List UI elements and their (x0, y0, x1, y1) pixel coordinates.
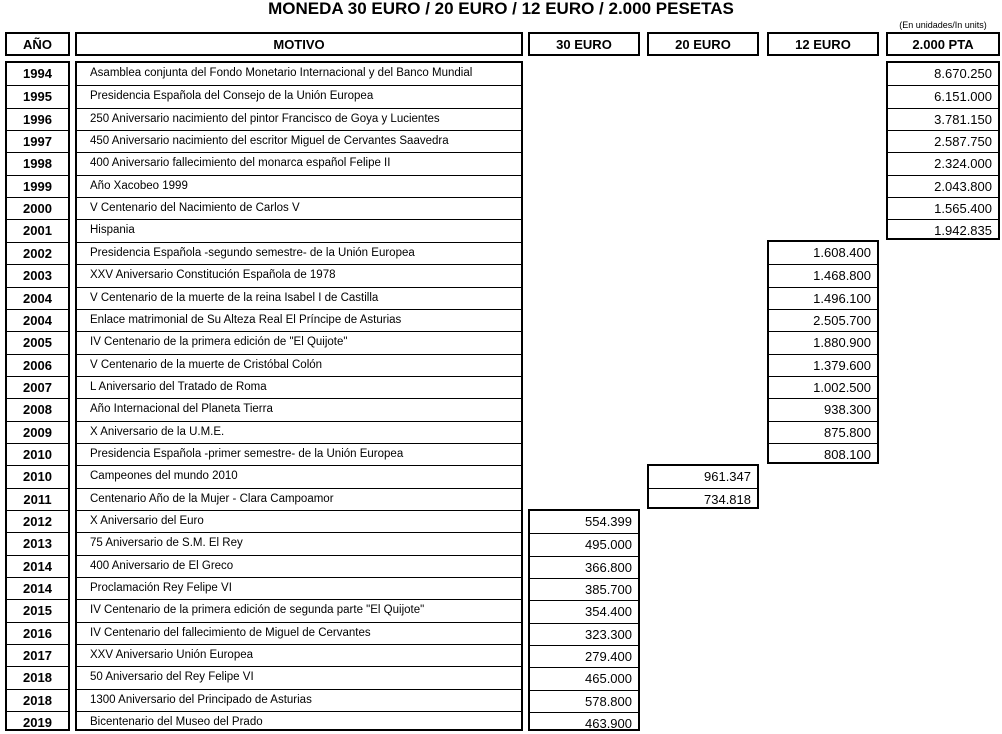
pta-2000-value-cell: 3.781.150 (888, 108, 998, 130)
year-cell: 2004 (7, 309, 68, 331)
motivo-cell: Campeones del mundo 2010 (77, 465, 521, 487)
year-cell: 2010 (7, 443, 68, 465)
pta-2000-value-cell: 6.151.000 (888, 85, 998, 107)
euro-20-column (647, 464, 759, 509)
year-cell: 1997 (7, 130, 68, 152)
header-2000-pta: 2.000 PTA (886, 32, 1000, 56)
year-cell: 2004 (7, 287, 68, 309)
year-cell: 1994 (23, 66, 52, 81)
pta-2000-value-cell: 2.324.000 (888, 152, 998, 174)
motivo-cell: 400 Aniversario fallecimiento del monarca español Felipe II (77, 152, 521, 174)
motivo-cell: IV Centenario de la primera edición de segunda parte "El Quijote" (77, 599, 521, 621)
euro-30-value-cell: 578.800 (530, 690, 638, 712)
euro-30-value-cell: 323.300 (530, 623, 638, 645)
euro-12-value-cell: 938.300 (769, 398, 877, 420)
euro-20-value-cell: 734.818 (649, 488, 757, 510)
year-cell: 2014 (7, 577, 68, 599)
euro-12-value-cell: 1.468.800 (769, 264, 877, 286)
motivo-cell: Presidencia Española -primer semestre- de la Unión Europea (77, 443, 521, 465)
euro-30-column (528, 509, 640, 731)
year-cell: 2009 (7, 421, 68, 443)
year-cell: 2000 (7, 197, 68, 219)
year-cell: 2003 (7, 264, 68, 286)
year-cell: 2017 (7, 644, 68, 666)
euro-12-value-cell: 1.002.500 (769, 376, 877, 398)
motivo-cell: XXV Aniversario Unión Europea (77, 644, 521, 666)
motivo-cell: Centenario Año de la Mujer - Clara Campoamor (77, 488, 521, 510)
units-note: (En unidades/In units) (899, 20, 987, 30)
euro-12-value-cell: 2.505.700 (769, 309, 877, 331)
header-year: AÑO (5, 32, 70, 56)
motivo-cell: XXV Aniversario Constitución Española de 1978 (77, 264, 521, 286)
header-12-euro: 12 EURO (767, 32, 879, 56)
motivo-cell: 50 Aniversario del Rey Felipe VI (77, 666, 521, 688)
motivo-cell: Asamblea conjunta del Fondo Monetario Internacional y del Banco Mundial (90, 67, 473, 79)
year-column (5, 61, 70, 731)
euro-12-value-cell: 808.100 (769, 443, 877, 465)
pta-2000-value-cell: 8.670.250 (934, 66, 992, 81)
year-cell: 2010 (7, 465, 68, 487)
year-cell: 2013 (7, 532, 68, 554)
year-cell: 2007 (7, 376, 68, 398)
motivo-cell: 250 Aniversario nacimiento del pintor Francisco de Goya y Lucientes (77, 108, 521, 130)
motivo-cell: Presidencia Española del Consejo de la Unión Europea (77, 85, 521, 107)
motivo-cell: 1300 Aniversario del Principado de Asturias (77, 689, 521, 711)
motivo-cell: Año Internacional del Planeta Tierra (77, 398, 521, 420)
pta-2000-value-cell: 2.043.800 (888, 175, 998, 197)
year-cell: 1995 (7, 85, 68, 107)
header-20-euro: 20 EURO (647, 32, 759, 56)
euro-12-column (767, 240, 879, 464)
pta-2000-value-cell: 2.587.750 (888, 130, 998, 152)
motivo-cell: 450 Aniversario nacimiento del escritor Miguel de Cervantes Saavedra (77, 130, 521, 152)
motivo-cell: X Aniversario de la U.M.E. (77, 421, 521, 443)
year-cell: 2019 (7, 711, 68, 733)
motivo-cell: Presidencia Española -segundo semestre- de la Unión Europea (77, 242, 521, 264)
euro-30-value-cell: 354.400 (530, 600, 638, 622)
euro-30-value-cell: 279.400 (530, 645, 638, 667)
motivo-cell: 400 Aniversario de El Greco (77, 555, 521, 577)
motivo-cell: V Centenario del Nacimiento de Carlos V (77, 197, 521, 219)
motivo-cell: Proclamación Rey Felipe VI (77, 577, 521, 599)
year-cell: 2016 (7, 622, 68, 644)
year-cell: 2015 (7, 599, 68, 621)
year-cell: 1998 (7, 152, 68, 174)
year-cell: 2011 (7, 488, 68, 510)
euro-12-value-cell: 1.379.600 (769, 354, 877, 376)
pta-2000-value-cell: 1.565.400 (888, 197, 998, 219)
motivo-cell: L Aniversario del Tratado de Roma (77, 376, 521, 398)
motivo-cell: Enlace matrimonial de Su Alteza Real El Príncipe de Asturias (77, 309, 521, 331)
euro-12-value-cell: 1.608.400 (813, 245, 871, 260)
euro-12-value-cell: 1.880.900 (769, 331, 877, 353)
euro-30-value-cell: 554.399 (585, 514, 632, 529)
motivo-cell: Año Xacobeo 1999 (77, 175, 521, 197)
pta-2000-column (886, 61, 1000, 240)
year-cell: 2018 (7, 689, 68, 711)
motivo-cell: IV Centenario del fallecimiento de Miguel de Cervantes (77, 622, 521, 644)
euro-20-value-cell: 961.347 (704, 469, 751, 484)
page-title: MONEDA 30 EURO / 20 EURO / 12 EURO / 2.000 PESETAS (268, 0, 734, 18)
motivo-cell: X Aniversario del Euro (77, 510, 521, 532)
year-cell: 2006 (7, 354, 68, 376)
motivo-cell: IV Centenario de la primera edición de "El Quijote" (77, 331, 521, 353)
year-cell: 1996 (7, 108, 68, 130)
year-cell: 2001 (7, 219, 68, 241)
year-cell: 2008 (7, 398, 68, 420)
year-cell: 2012 (7, 510, 68, 532)
motivo-column (75, 61, 523, 731)
motivo-cell: V Centenario de la muerte de la reina Isabel I de Castilla (77, 287, 521, 309)
euro-12-value-cell: 875.800 (769, 421, 877, 443)
euro-30-value-cell: 385.700 (530, 578, 638, 600)
euro-30-value-cell: 465.000 (530, 667, 638, 689)
euro-30-value-cell: 463.900 (530, 712, 638, 734)
euro-12-value-cell: 1.496.100 (769, 287, 877, 309)
pta-2000-value-cell: 1.942.835 (888, 219, 998, 241)
year-cell: 2005 (7, 331, 68, 353)
motivo-cell: Hispania (77, 219, 521, 241)
header-motivo: MOTIVO (75, 32, 523, 56)
euro-30-value-cell: 366.800 (530, 556, 638, 578)
motivo-cell: 75 Aniversario de S.M. El Rey (77, 532, 521, 554)
header-30-euro: 30 EURO (528, 32, 640, 56)
motivo-cell: Bicentenario del Museo del Prado (77, 711, 521, 733)
motivo-cell: V Centenario de la muerte de Cristóbal Colón (77, 354, 521, 376)
year-cell: 2018 (7, 666, 68, 688)
year-cell: 2002 (7, 242, 68, 264)
year-cell: 2014 (7, 555, 68, 577)
year-cell: 1999 (7, 175, 68, 197)
euro-30-value-cell: 495.000 (530, 533, 638, 555)
